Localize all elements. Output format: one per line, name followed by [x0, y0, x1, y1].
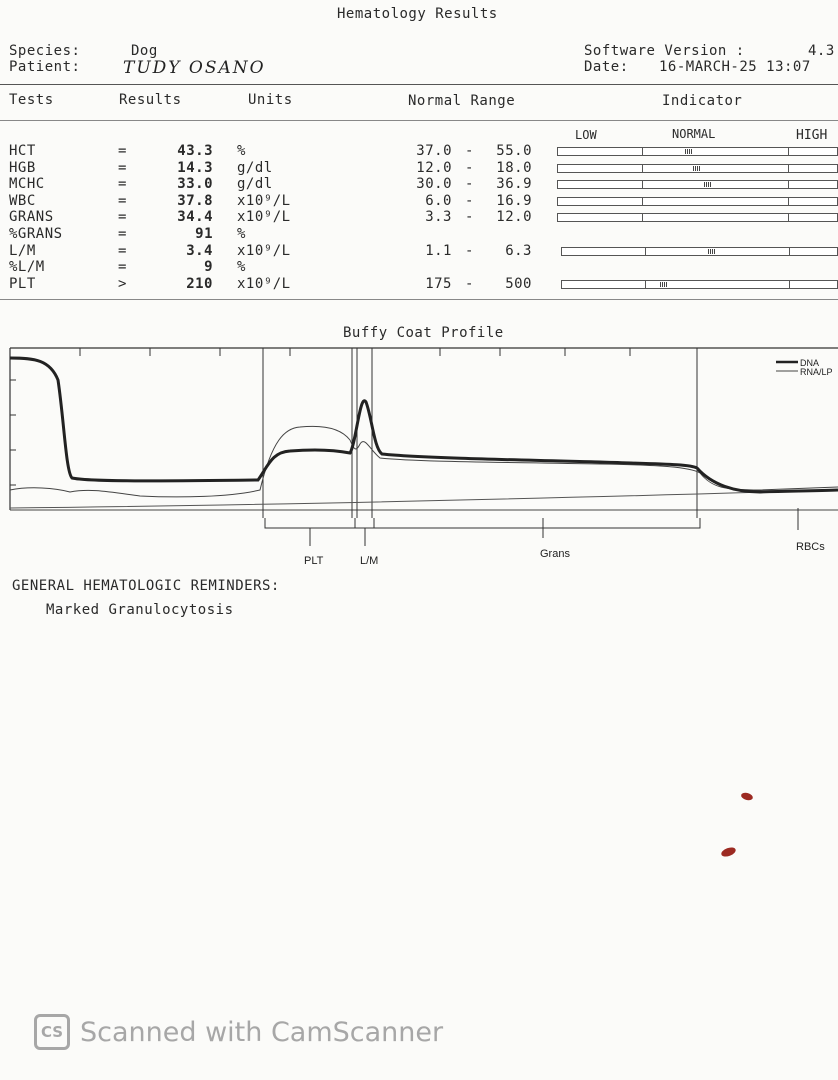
- range-high: 6.3: [505, 243, 532, 259]
- camscanner-logo: CS: [34, 1014, 70, 1050]
- indicator-marker: [693, 166, 700, 171]
- indicator-divider: [789, 248, 790, 255]
- reminders-heading: GENERAL HEMATOLOGIC REMINDERS:: [12, 578, 280, 594]
- col-results: Results: [119, 92, 182, 108]
- range-dash: -: [465, 160, 474, 176]
- col-indicator: Indicator: [662, 93, 743, 109]
- result-unit: x10⁹/L: [237, 209, 291, 225]
- range-dash: -: [465, 143, 474, 159]
- buffy-coat-title: Buffy Coat Profile: [343, 325, 504, 341]
- indicator-bar: [557, 180, 838, 189]
- test-name: MCHC: [9, 176, 45, 192]
- test-name: %L/M: [9, 259, 45, 275]
- range-dash: -: [465, 243, 474, 259]
- indicator-marker: [660, 282, 667, 287]
- software-version-label: Software Version :: [584, 43, 745, 59]
- indicator-divider: [642, 165, 643, 172]
- range-high: 18.0: [496, 160, 532, 176]
- result-operator: =: [118, 209, 127, 225]
- header-rule: [0, 84, 838, 85]
- species-value: Dog: [131, 43, 158, 59]
- result-operator: =: [118, 160, 127, 176]
- indicator-divider: [789, 281, 790, 288]
- result-value: 9: [204, 259, 213, 275]
- range-low: 37.0: [416, 143, 452, 159]
- buffy-coat-profile-plot: [0, 340, 838, 572]
- result-unit: %: [237, 226, 246, 242]
- result-value: 14.3: [177, 160, 213, 176]
- legend-dna: DNA: [800, 358, 820, 368]
- test-name: %GRANS: [9, 226, 63, 242]
- col-units: Units: [248, 92, 293, 108]
- result-operator: =: [118, 143, 127, 159]
- range-high: 55.0: [496, 143, 532, 159]
- indicator-divider: [788, 198, 789, 205]
- range-high: 500: [505, 276, 532, 292]
- range-high: 16.9: [496, 193, 532, 209]
- indicator-bar: [561, 280, 838, 289]
- camscanner-watermark: [34, 1014, 443, 1050]
- result-value: 3.4: [186, 243, 213, 259]
- result-value: 210: [186, 276, 213, 292]
- zone-grans-label: Grans: [540, 548, 570, 560]
- result-value: 37.8: [177, 193, 213, 209]
- software-version-value: 4.3: [808, 43, 835, 59]
- zone-rbcs-label: RBCs: [796, 541, 825, 553]
- range-dash: -: [465, 193, 474, 209]
- indicator-divider: [642, 214, 643, 221]
- range-low: 3.3: [425, 209, 452, 225]
- indicator-divider: [642, 198, 643, 205]
- test-name: HGB: [9, 160, 36, 176]
- result-unit: g/dl: [237, 176, 273, 192]
- indicator-divider: [645, 281, 646, 288]
- species-label: Species:: [9, 43, 81, 59]
- indicator-high-label: HIGH: [796, 128, 828, 143]
- legend-rna-lp: RNA/LP: [800, 367, 833, 377]
- patient-name: TUDY OSANO: [123, 58, 266, 78]
- result-value: 43.3: [177, 143, 213, 159]
- results-bottom-rule: [0, 299, 838, 300]
- date-label: Date:: [584, 59, 629, 75]
- indicator-bar: [557, 213, 838, 222]
- indicator-divider: [642, 181, 643, 188]
- date-value: 16-MARCH-25 13:07: [659, 59, 811, 75]
- result-operator: >: [118, 276, 127, 292]
- indicator-divider: [642, 148, 643, 155]
- zone-plt-label: PLT: [304, 555, 324, 567]
- test-name: HCT: [9, 143, 36, 159]
- indicator-normal-label: NORMAL: [672, 127, 716, 141]
- result-operator: =: [118, 176, 127, 192]
- indicator-low-label: LOW: [575, 128, 597, 142]
- result-operator: =: [118, 193, 127, 209]
- result-unit: x10⁹/L: [237, 276, 291, 292]
- test-name: PLT: [9, 276, 36, 292]
- range-low: 30.0: [416, 176, 452, 192]
- col-normal-range: Normal Range: [408, 93, 516, 109]
- report-title: Hematology Results: [337, 6, 498, 22]
- indicator-marker: [704, 182, 711, 187]
- indicator-bar: [561, 247, 838, 256]
- indicator-divider: [788, 214, 789, 221]
- result-value: 91: [195, 226, 213, 242]
- indicator-bar: [557, 197, 838, 206]
- zone-lm-label: L/M: [360, 555, 379, 567]
- columns-rule: [0, 120, 838, 121]
- col-tests: Tests: [9, 92, 54, 108]
- indicator-divider: [788, 148, 789, 155]
- result-value: 33.0: [177, 176, 213, 192]
- indicator-divider: [788, 181, 789, 188]
- range-dash: -: [465, 176, 474, 192]
- result-unit: x10⁹/L: [237, 243, 291, 259]
- result-unit: x10⁹/L: [237, 193, 291, 209]
- result-operator: =: [118, 243, 127, 259]
- test-name: L/M: [9, 243, 36, 259]
- patient-label: Patient:: [9, 59, 81, 75]
- result-operator: =: [118, 259, 127, 275]
- test-name: GRANS: [9, 209, 54, 225]
- paper-stain-2: [720, 846, 737, 859]
- reminders-text: Marked Granulocytosis: [46, 602, 234, 618]
- range-low: 12.0: [416, 160, 452, 176]
- indicator-bar: [557, 147, 838, 156]
- range-low: 6.0: [425, 193, 452, 209]
- result-operator: =: [118, 226, 127, 242]
- indicator-marker: [708, 249, 715, 254]
- result-unit: %: [237, 143, 246, 159]
- indicator-divider: [788, 165, 789, 172]
- indicator-divider: [645, 248, 646, 255]
- camscanner-text: Scanned with CamScanner: [80, 1016, 444, 1048]
- paper-stain-1: [740, 792, 753, 802]
- test-name: WBC: [9, 193, 36, 209]
- range-low: 1.1: [425, 243, 452, 259]
- range-dash: -: [465, 209, 474, 225]
- result-unit: g/dl: [237, 160, 273, 176]
- range-high: 12.0: [496, 209, 532, 225]
- range-dash: -: [465, 276, 474, 292]
- indicator-marker: [685, 149, 692, 154]
- result-unit: %: [237, 259, 246, 275]
- range-low: 175: [425, 276, 452, 292]
- range-high: 36.9: [496, 176, 532, 192]
- indicator-bar: [557, 164, 838, 173]
- result-value: 34.4: [177, 209, 213, 225]
